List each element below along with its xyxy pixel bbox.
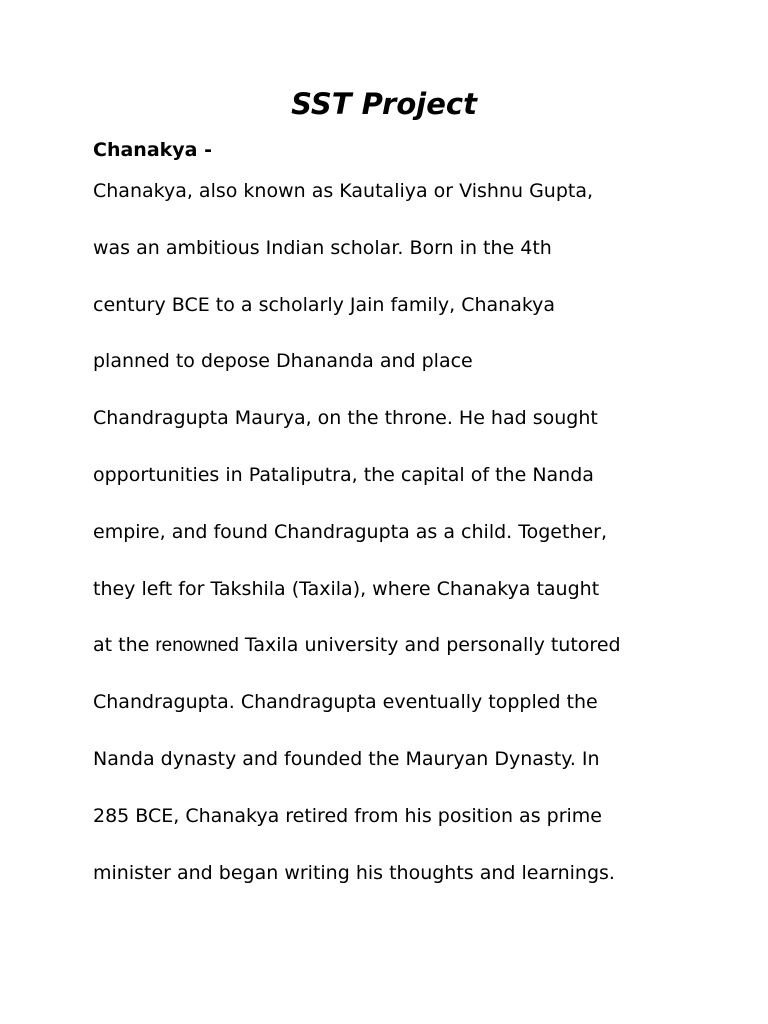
document-title: SST Project (291, 87, 477, 121)
text-line: at the renowned Taxila university and personally tutored (93, 634, 621, 657)
text-line: empire, and found Chandragupta as a child. Together, (93, 520, 608, 543)
text-line: they left for Takshila (Taxila), where Chanakya taught (93, 577, 600, 600)
text-line: minister and began writing his thoughts and learnings. (93, 861, 615, 884)
text-line: was an ambitious Indian scholar. Born in the 4th (93, 236, 552, 259)
text-line: Chandragupta. Chandragupta eventually toppled the (93, 691, 598, 714)
text-line: 285 BCE, Chanakya retired from his position as prime (93, 804, 602, 827)
text-line: century BCE to a scholarly Jain family, Chanakya (93, 293, 556, 316)
text-line: Chanakya, also known as Kautaliya or Vishnu Gupta, (93, 180, 594, 202)
text-line: Nanda dynasty and founded the Mauryan Dynasty. In (93, 747, 600, 770)
text-line: opportunities in Pataliputra, the capital of the Nanda (93, 463, 594, 486)
body-paragraph (93, 176, 733, 914)
section-heading: Chanakya - (93, 139, 212, 161)
alt-font-word: renowned (155, 635, 239, 657)
text-line: planned to depose Dhananda and place (93, 350, 473, 373)
text-line: Chandragupta Maurya, on the throne. He had sought (93, 407, 598, 430)
